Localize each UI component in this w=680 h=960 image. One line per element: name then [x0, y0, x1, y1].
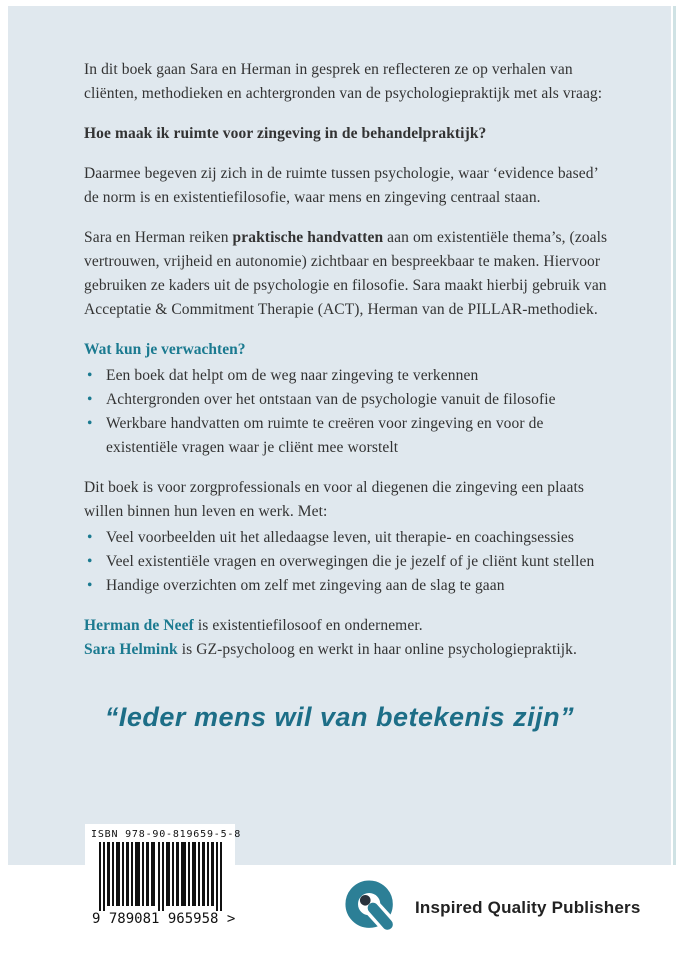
tagline-quote: “Ieder mens wil van betekenis zijn” [104, 702, 575, 732]
list-item: • Werkbare handvatten om ruimte te creëren voor zingeving en voor de existentiële vragen waar je cliënt mee worstelt [84, 412, 609, 460]
author-line [84, 641, 577, 658]
expectations-heading: Wat kun je verwachten? [84, 341, 246, 358]
publisher-logo-row [344, 878, 641, 938]
author-name: Herman de Neef [84, 617, 194, 634]
approach-pre: Sara en Herman reiken [84, 229, 233, 246]
intro-paragraph: In dit boek gaan Sara en Herman in gesprek en reflecteren ze op verhalen van cliënten, methodieken en achtergronden van de psychologiepraktijk met als vraag: [84, 61, 603, 102]
audience-paragraph: Dit boek is voor zorgprofessionals en voor al diegenen die zingeving een plaats willen binnen hun leven en werk. Met: [84, 479, 585, 520]
author-line [84, 617, 423, 634]
isbn-barcode-block [85, 824, 242, 927]
central-question: Hoe maak ik ruimte voor zingeving in de behandelpraktijk? [84, 125, 487, 142]
author-bios [84, 614, 609, 662]
list-item: • Veel existentiële vragen en overwegingen die je jezelf of je cliënt kunt stellen [84, 550, 609, 574]
cover-edge-highlight [673, 6, 676, 865]
approach-paragraph [84, 226, 609, 322]
publisher-q-icon [344, 878, 402, 938]
list-item: • Achtergronden over het ontstaan van de psychologie vanuit de filosofie [84, 388, 609, 412]
author-bio-text: is GZ-psycholoog en werkt in haar online psychologiepraktijk. [177, 641, 577, 658]
barcode-image [91, 842, 229, 920]
audience-list [84, 526, 609, 598]
author-name: Sara Helmink [84, 641, 178, 658]
author-bio-text: is existentiefilosoof en ondernemer. [193, 617, 423, 634]
list-item: • Veel voorbeelden uit het alledaagse leven, uit therapie- en coachingsessies [84, 526, 609, 550]
expectations-list [84, 364, 609, 460]
cover-panel [8, 6, 671, 865]
list-item: • Handige overzichten om zelf met zingeving aan de slag te gaan [84, 574, 609, 598]
barcode-digits [91, 911, 236, 927]
publisher-name: Inspired Quality Publishers [415, 898, 641, 917]
isbn-number-label: ISBN 978-90-819659-5-8 [91, 829, 242, 840]
context-paragraph: Daarmee begeven zij zich in de ruimte tussen psychologie, waar ‘evidence based’ de norm is en existentiefilosofie, waar mens en zingeving centraal staan. [84, 165, 598, 206]
list-item: • Een boek dat helpt om de weg naar zingeving te verkennen [84, 364, 609, 388]
approach-post: aan om existentiële thema’s, (zoals vertrouwen, vrijheid en autonomie) zichtbaar en bespreekbaar te maken. Hiervoor gebruiken ze kaders uit de psychologie en filosofie. Sara maakt hierbij gebruik van Acceptatie & Commitment Therapie (ACT), Herman van de PILLAR-methodiek. [84, 229, 608, 318]
approach-bold: praktische handvatten [232, 229, 384, 246]
barcode-digits-text: 9 789081 965958 > [92, 911, 236, 927]
